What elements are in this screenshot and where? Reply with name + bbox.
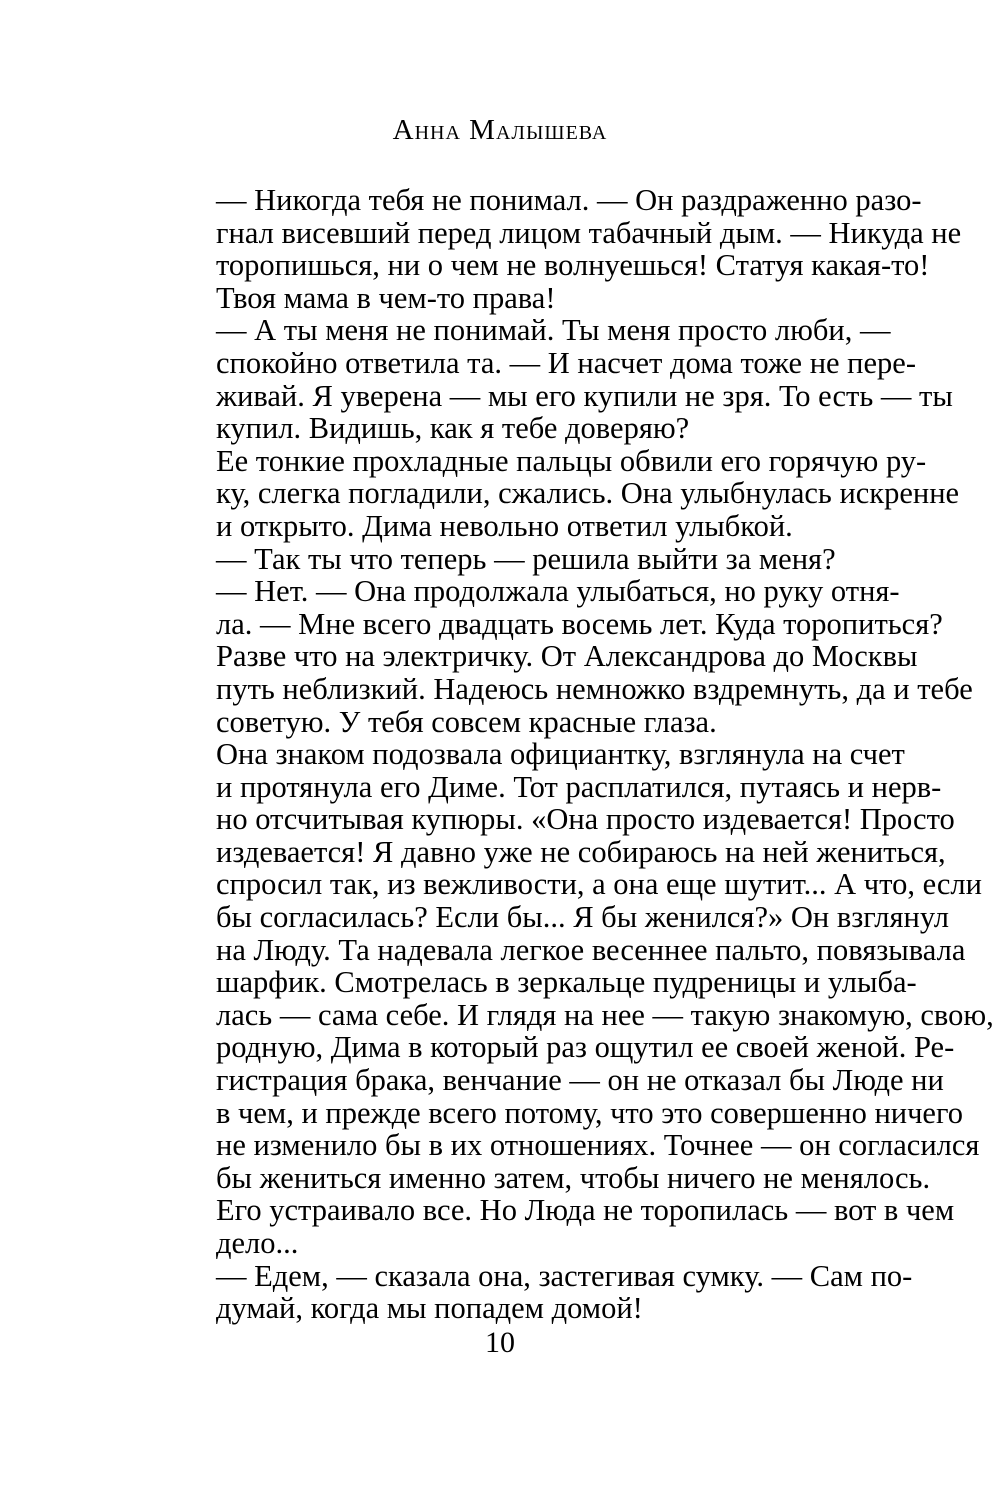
text-line: бы жениться именно затем, чтобы ничего не менялось. bbox=[216, 1160, 931, 1195]
text-line: на Люду. Та надевала легкое весеннее пальто, повязывала bbox=[216, 932, 966, 967]
text-line: и протянула его Диме. Тот расплатился, путаясь и нерв- bbox=[216, 769, 942, 804]
paragraph bbox=[176, 1258, 913, 1326]
text-line: ла. — Мне всего двадцать восемь лет. Куда торопиться? bbox=[216, 606, 943, 641]
page-number: 10 bbox=[485, 1326, 515, 1359]
text-line: спросил так, из вежливости, а она еще шутит... А что, если bbox=[216, 867, 982, 902]
paragraph bbox=[176, 313, 953, 446]
text-line: дело... bbox=[216, 1226, 299, 1260]
paragraph bbox=[176, 443, 960, 543]
text-line: и открыто. Дима невольно ответил улыбкой. bbox=[216, 508, 793, 543]
text-line: шарфик. Смотрелась в зеркальце пудреницы и улыба- bbox=[216, 965, 917, 1000]
text-line: издевается! Я давно уже не собираюсь на ней жениться, bbox=[216, 834, 946, 869]
text-line: не изменило бы в их отношениях. Точнее — он согласился bbox=[216, 1128, 980, 1163]
text-line: думай, когда мы попадем домой! bbox=[216, 1291, 643, 1326]
text-line: советую. У тебя совсем красные глаза. bbox=[216, 704, 717, 739]
text-line: — Так ты что теперь — решила выйти за меня? bbox=[216, 541, 836, 576]
text-line: ку, слегка погладили, сжались. Она улыбнулась искренне bbox=[216, 476, 960, 511]
paragraph bbox=[176, 183, 962, 315]
running-header-author: Анна Малышева bbox=[392, 114, 608, 146]
text-line: — Нет. — Она продолжала улыбаться, но руку отня- bbox=[216, 574, 900, 609]
text-line: торопишься, ни о чем не волнуешься! Статуя какая-то! bbox=[216, 248, 930, 283]
paragraph bbox=[176, 737, 994, 1260]
text-line: купил. Видишь, как я тебе доверяю? bbox=[216, 411, 690, 446]
paragraph bbox=[176, 574, 973, 739]
text-line: родную, Дима в который раз ощутил ее своей женой. Ре- bbox=[216, 1030, 955, 1065]
text-line: гистрация брака, венчание — он не отказал бы Люде ни bbox=[216, 1063, 944, 1098]
paragraph bbox=[176, 543, 875, 576]
body-text bbox=[176, 183, 994, 1326]
text-line: Разве что на электричку. От Александрова до Москвы bbox=[216, 639, 918, 674]
text-line: Она знаком подозвала официантку, взглянула на счет bbox=[216, 737, 905, 772]
text-line: — А ты меня не понимай. Ты меня просто люби, — bbox=[216, 313, 891, 348]
text-line: Его устраивало все. Но Люда не торопилась — вот в чем bbox=[216, 1193, 955, 1228]
text-line: спокойно ответила та. — И насчет дома тоже не пере- bbox=[216, 345, 916, 380]
text-line: — Никогда тебя не понимал. — Он раздраженно разо- bbox=[216, 183, 922, 217]
text-line: Ее тонкие прохладные пальцы обвили его горячую ру- bbox=[216, 443, 927, 478]
text-line: в чем, и прежде всего потому, что это совершенно ничего bbox=[216, 1095, 963, 1130]
text-line: бы согласилась? Если бы... Я бы женился?» Он взглянул bbox=[216, 900, 949, 935]
text-line: лась — сама себе. И глядя на нее — такую знакомую, свою, bbox=[216, 997, 994, 1032]
text-line: гнал висевший перед лицом табачный дым. — Никуда не bbox=[216, 215, 962, 250]
text-line: — Едем, — сказала она, застегивая сумку. — Сам по- bbox=[216, 1258, 913, 1293]
text-line: но отсчитывая купюры. «Она просто издевается! Просто bbox=[216, 802, 955, 837]
text-line: путь неблизкий. Надеюсь немножко вздремнуть, да и тебе bbox=[216, 671, 973, 706]
text-line: Твоя мама в чем-то права! bbox=[216, 280, 556, 315]
text-line: живай. Я уверена — мы его купили не зря. То есть — ты bbox=[216, 378, 953, 413]
